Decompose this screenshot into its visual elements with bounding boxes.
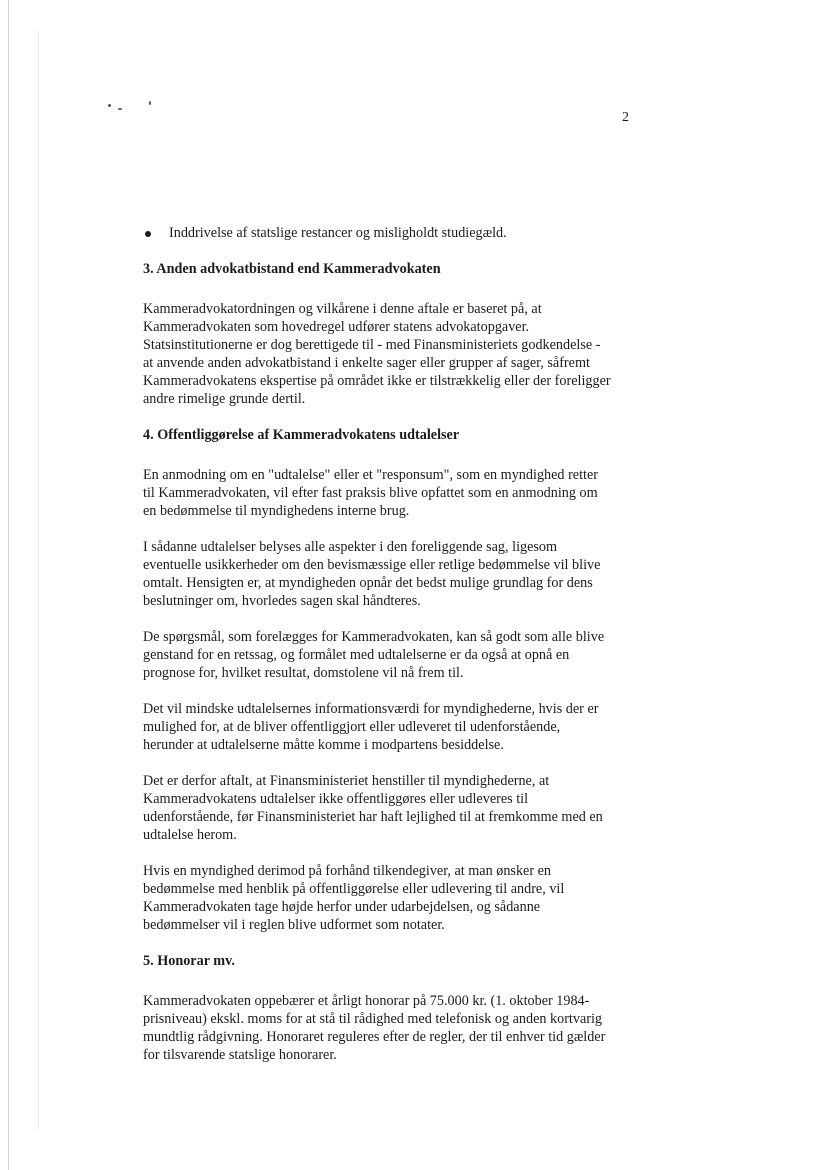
paragraph: I sådanne udtalelser belyses alle aspekter i den foreliggende sag, ligesom eventuelle usikkerheder om den bevismæssige eller retlige bedømmelse vil blive omtalt. Hensigten er, at myndigheden opnår det bedst mulige grundlag for dens beslutninger om, hvorledes sagen skal håndteres. (143, 539, 601, 609)
scan-speck (149, 101, 151, 105)
paragraph: Det vil mindske udtalelsernes informationsværdi for myndighederne, hvis der er mulighed for, at de bliver offentliggjort eller udleveret til udenforstående, herunder at udtalelserne måtte komme i modpartens besiddelse. (143, 701, 599, 753)
section-5 (133, 952, 613, 1064)
bullet-text: Inddrivelse af statslige restancer og misligholdt studiegæld. (169, 225, 507, 241)
paragraph: En anmodning om en "udtalelse" eller et "responsum", som en myndighed retter til Kammeradvokaten, vil efter fast praksis blive opfattet som en anmodning om en bedømmelse til myndighedens interne brug. (143, 467, 598, 519)
scan-speck (118, 108, 122, 110)
section-heading: 4. Offentliggørelse af Kammeradvokatens udtalelser (143, 427, 460, 443)
scan-edge-line (8, 0, 9, 1170)
page-number: 2 (622, 110, 629, 125)
document-body (133, 224, 613, 1082)
paragraph: De spørgsmål, som forelægges for Kammeradvokaten, kan så godt som alle blive genstand for en retssag, og formålet med udtalelserne er da også at opnå en prognose for, hvilket resultat, domstolene vil nå frem til. (143, 629, 605, 681)
paragraph: Kammeradvokatordningen og vilkårene i denne aftale er baseret på, at Kammeradvokaten som hovedregel udfører statens advokatopgaver. Statsinstitutionerne er dog berettigede til - med Finansministeriets godkendelse - at anvende anden advokatbistand i enkelte sager eller grupper af sager, såfremt Kammeradvokatens ekspertise på området ikke er tilstrækkelig eller der foreligger andre rimelige grunde dertil. (143, 301, 611, 407)
paragraph: Kammeradvokaten oppebærer et årligt honorar på 75.000 kr. (1. oktober 1984-prisniveau) ekskl. moms for at stå til rådighed med telefonisk og anden kortvarig mundtlig rådgivning. Honoraret reguleres efter de regler, der til enhver tid gælder for tilsvarende statslige honorarer. (143, 993, 606, 1063)
section-4 (133, 426, 613, 934)
scan-speck (108, 104, 111, 107)
section-heading: 3. Anden advokatbistand end Kammeradvokaten (143, 261, 441, 277)
section-3 (133, 260, 613, 408)
paragraph: Det er derfor aftalt, at Finansministeriet henstiller til myndighederne, at Kammeradvokatens udtalelser ikke offentliggøres eller udleveres til udenforstående, før Finansministeriet har haft lejlighed til at fremkomme med en udtalelse herom. (143, 773, 603, 843)
paragraph: Hvis en myndighed derimod på forhånd tilkendegiver, at man ønsker en bedømmelse med henblik på offentliggørelse eller udlevering til andre, vil Kammeradvokaten tage højde herfor under udarbejdelsen, og sådanne bedømmelser vil i reglen blive udformet som notater. (143, 863, 565, 933)
bullet-item (143, 224, 613, 242)
bullet-icon (145, 231, 151, 237)
scan-edge-line (38, 30, 39, 1130)
section-heading: 5. Honorar mv. (143, 953, 235, 969)
